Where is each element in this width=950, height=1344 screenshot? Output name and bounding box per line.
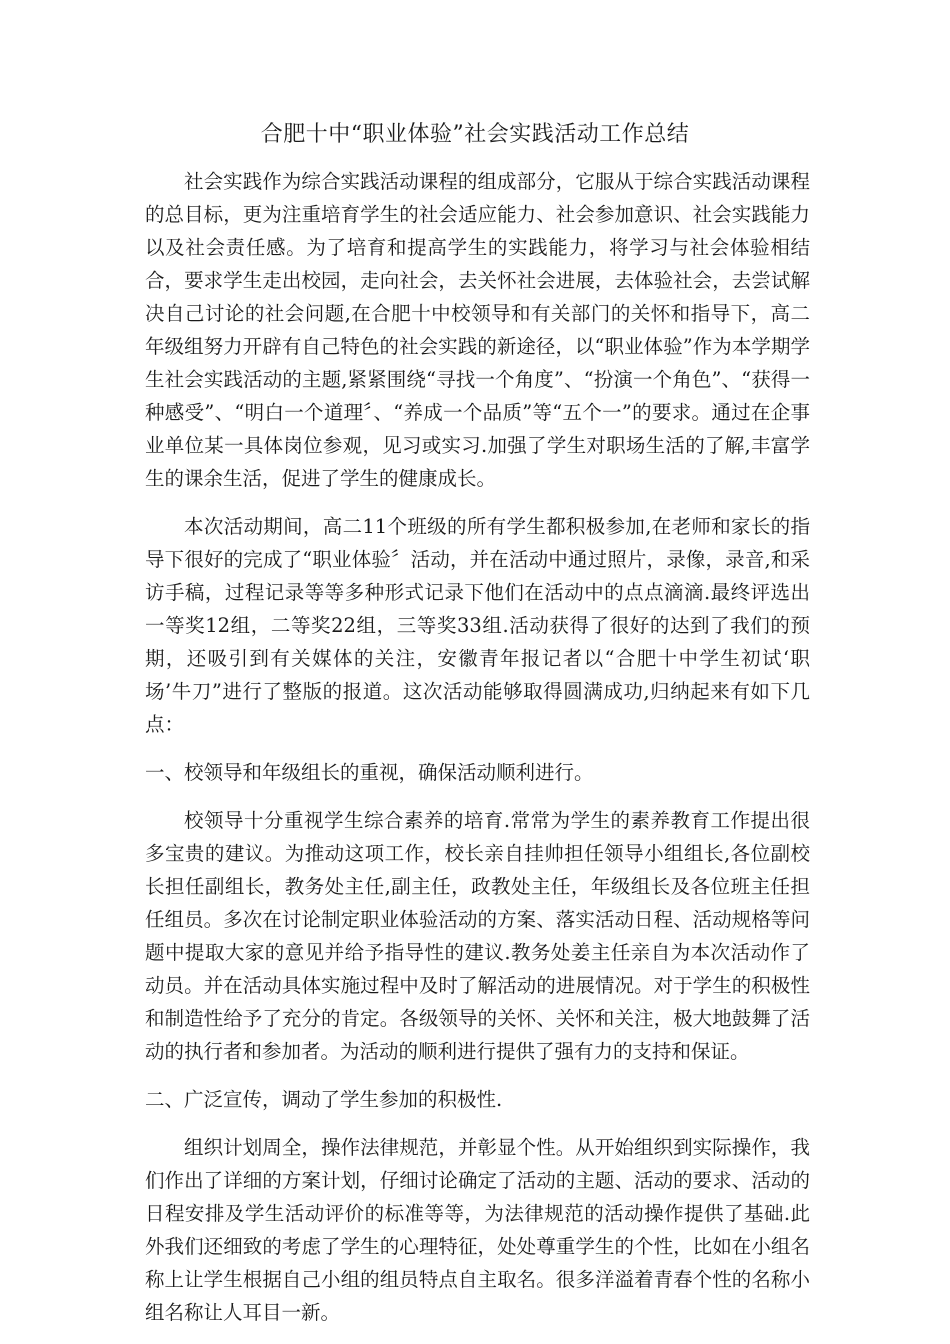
section-heading-2: 二、广泛宣传，调动了学生参加的积极性. [145,1088,503,1111]
paragraph-activity-results: 本次活动期间，高二11个班级的所有学生都积极参加,在老师和家长的指导下很好的完成了“职业体验〞活动，并在活动中通过照片，录像，录音,和采访手稿，过程记录等等多种形式记录下他们在活动中的点点滴滴.最终评选出一等奖12组，二等奖22组，三等奖33组.活动获得了很好的达到了我们的预期，还吸引到有关媒体的关注，安徽青年报记者以“合肥十中学生初试‘职场’牛刀”进行了整版的报道。这次活动能够取得圆满成功,归纳起来有如下几点： [145,515,810,736]
paragraph-leadership: 校领导十分重视学生综合素养的培育.常常为学生的素养教育工作提出很多宝贵的建议。为推动这项工作，校长亲自挂帅担任领导小组组长,各位副校长担任副组长，教务处主任,副主任，政教处主任，年级组长及各位班主任担任组员。多次在讨论制定职业体验活动的方案、落实活动日程、活动规格等问题中提取大家的意见并给予指导性的建议.教务处姜主任亲自为本次活动作了动员。并在活动具体实施过程中及时了解活动的进展情况。对于学生的积极性和制造性给予了充分的肯定。各级领导的关怀、关怀和关注，极大地鼓舞了活动的执行者和参加者。为活动的顺利进行提供了强有力的支持和保证。 [145,809,810,1063]
section-heading-1: 一、校领导和年级组长的重视，确保活动顺利进行。 [145,761,594,784]
document-title: 合肥十中“职业体验”社会实践活动工作总结 [260,122,690,147]
paragraph-organization: 组织计划周全，操作法律规范，并彰显个性。从开始组织到实际操作，我们作出了详细的方案计划，仔细讨论确定了活动的主题、活动的要求、活动的日程安排及学生活动评价的标准等等，为法律规范的活动操作提供了基础.此外我们还细致的考虑了学生的心理特征，处处尊重学生的个性，比如在小组名称上让学生根据自己小组的组员特点自主取名。很多洋溢着青春个性的名称小组名称让人耳目一新。 [145,1136,810,1324]
document-body [145,165,810,1344]
paragraph-intro: 社会实践作为综合实践活动课程的组成部分，它服从于综合实践活动课程的总目标，更为注重培育学生的社会适应能力、社会参加意识、社会实践能力以及社会责任感。为了培育和提高学生的实践能力，将学习与社会体验相结合，要求学生走出校园，走向社会，去关怀社会进展，去体验社会，去尝试解决自己讨论的社会问题,在合肥十中校领导和有关部门的关怀和指导下，高二年级组努力开辟有自己特色的社会实践的新途径，以“职业体验”作为本学期学生社会实践活动的主题,紧紧围绕“寻找一个角度”、“扮演一个角色”、“获得一种感受”、“明白一个道理〞、“养成一个品质”等“五个一”的要求。通过在企事业单位某一具体岗位参观，见习或实习.加强了学生对职场生活的了解,丰富学生的课余生活，促进了学生的健康成长。 [145,170,810,490]
